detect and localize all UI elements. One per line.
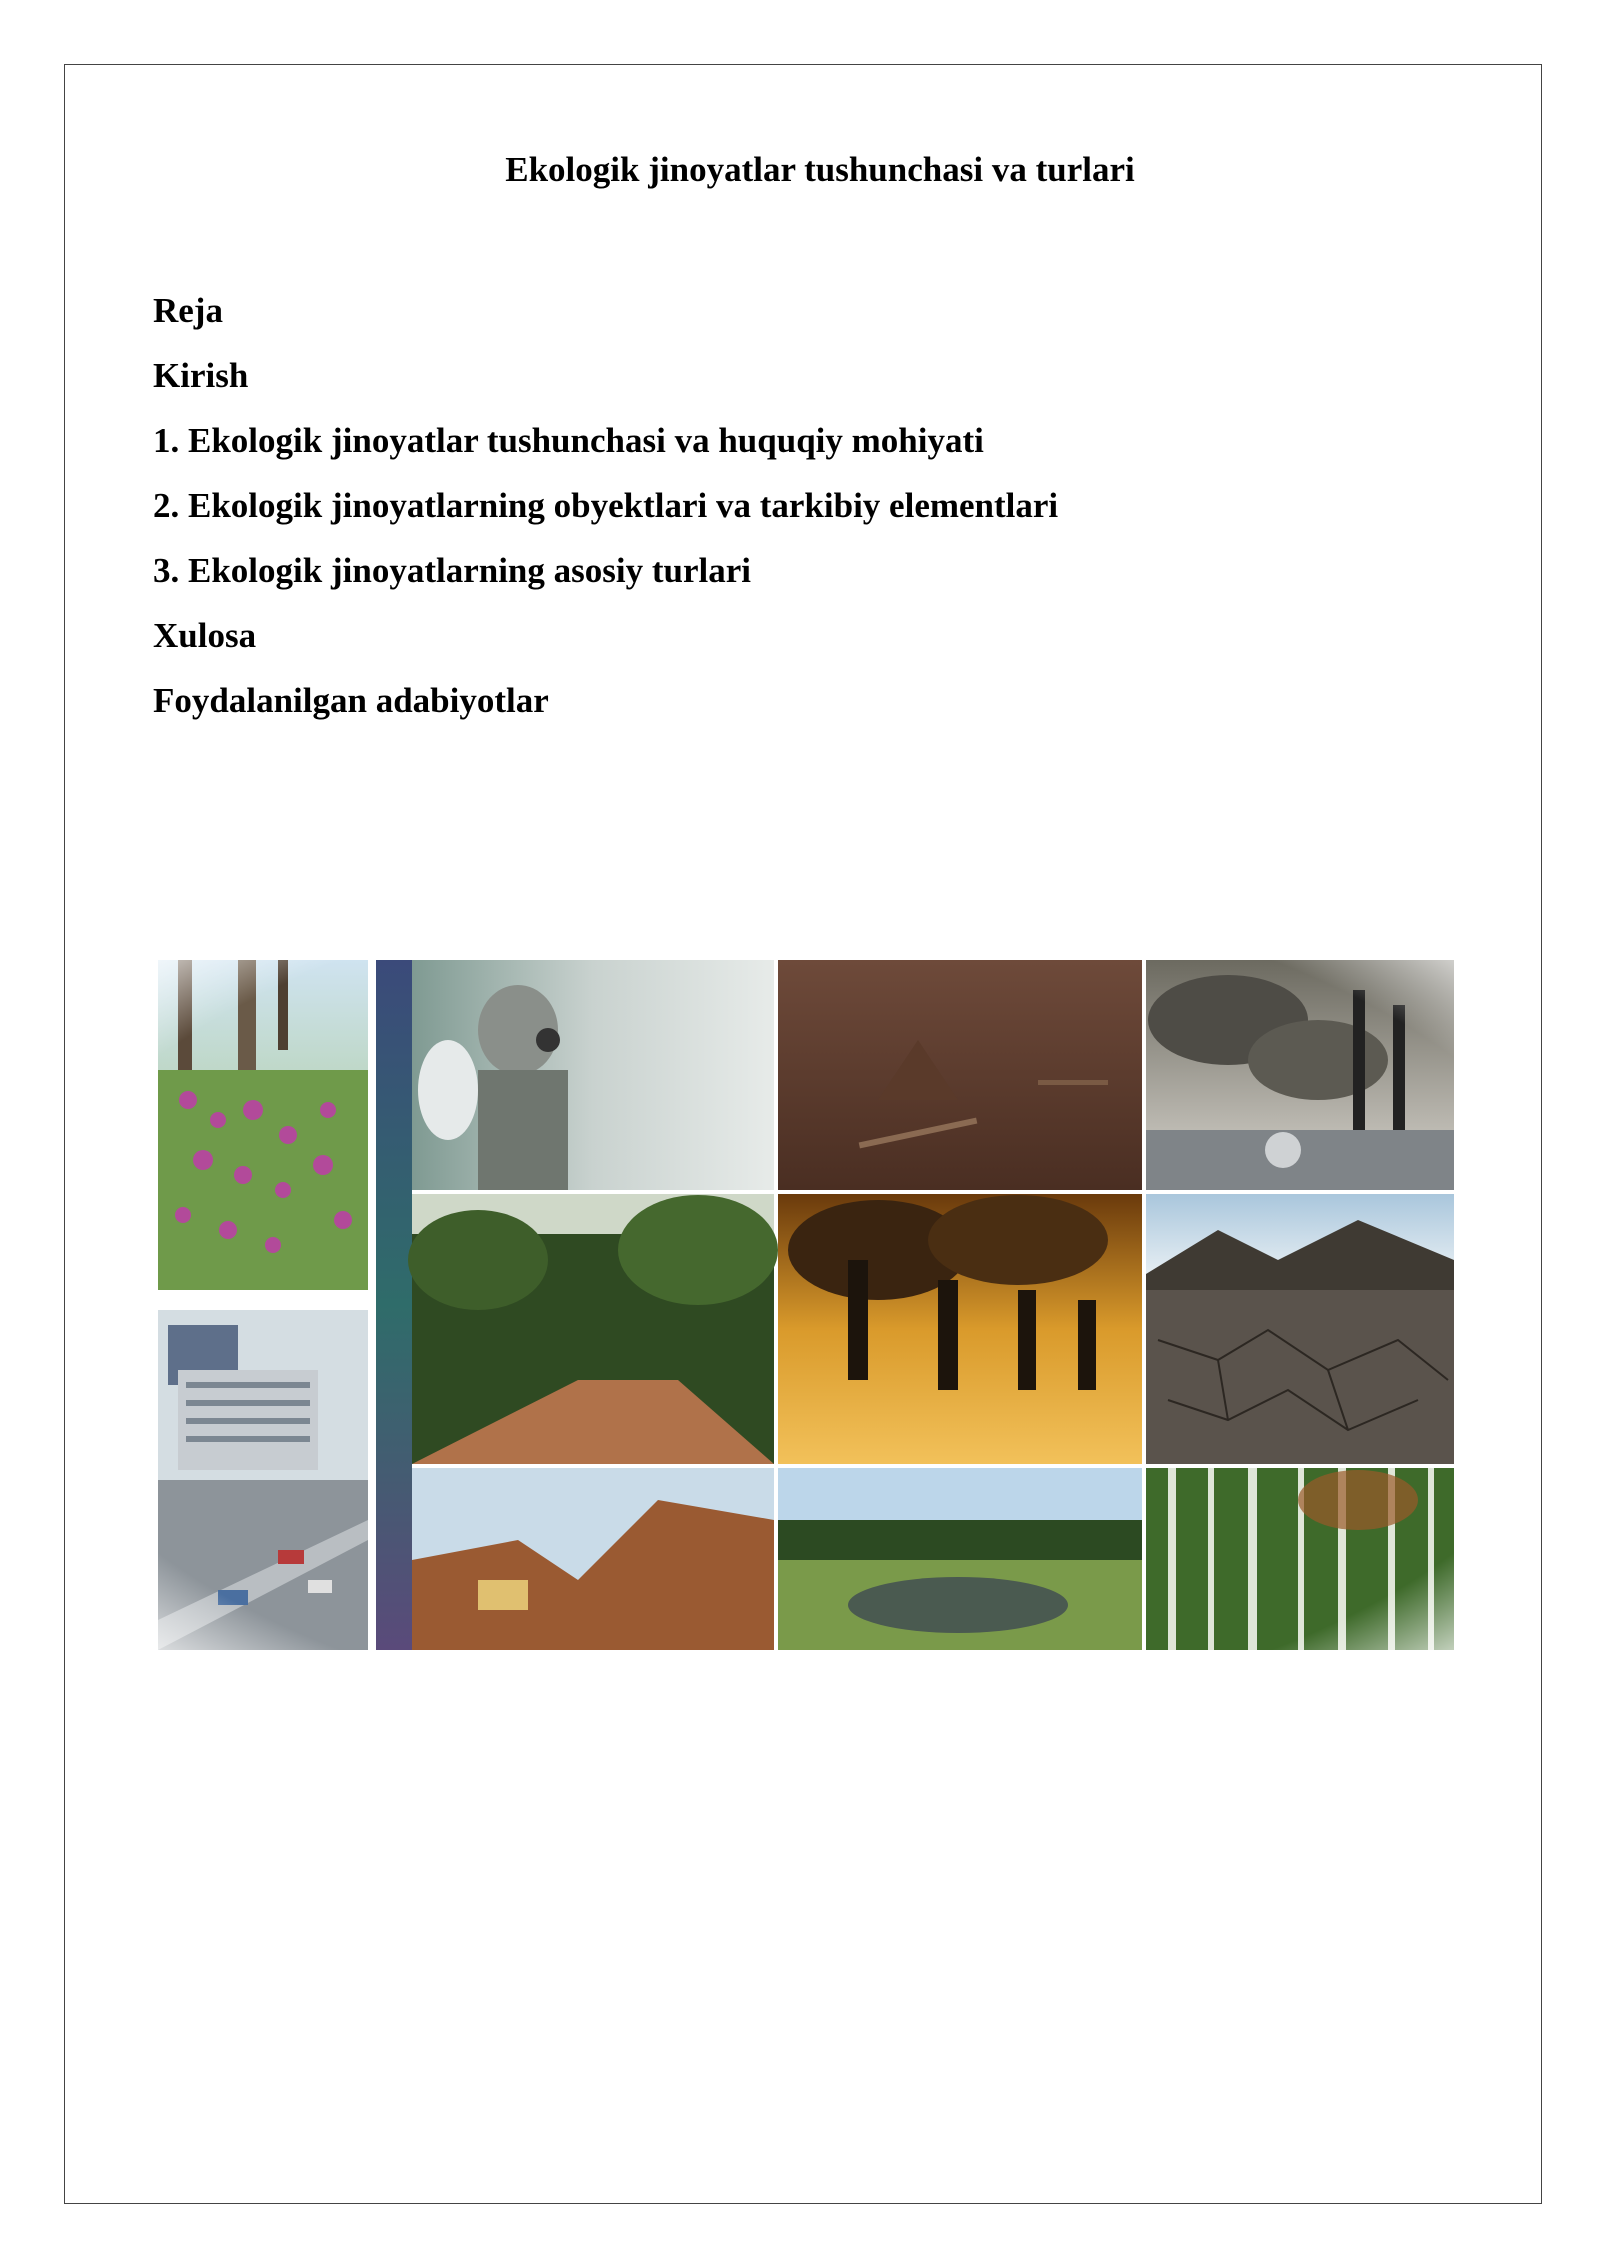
plan-item-1: 1. Ekologik jinoyatlar tushunchasi va huquqiy mohiyati [153, 421, 984, 460]
plan-list [153, 278, 1058, 733]
plan-item-references: Foydalanilgan adabiyotlar [153, 681, 549, 720]
plan-item-3: 3. Ekologik jinoyatlarning asosiy turlari [153, 551, 751, 590]
environment-photo-collage [158, 960, 1454, 1650]
plan-heading: Reja [153, 291, 223, 330]
document-title: Ekologik jinoyatlar tushunchasi va turlari [505, 150, 1135, 189]
plan-item-introduction: Kirish [153, 356, 249, 395]
plan-item-2: 2. Ekologik jinoyatlarning obyektlari va tarkibiy elementlari [153, 486, 1059, 525]
plan-item-conclusion: Xulosa [153, 616, 257, 655]
